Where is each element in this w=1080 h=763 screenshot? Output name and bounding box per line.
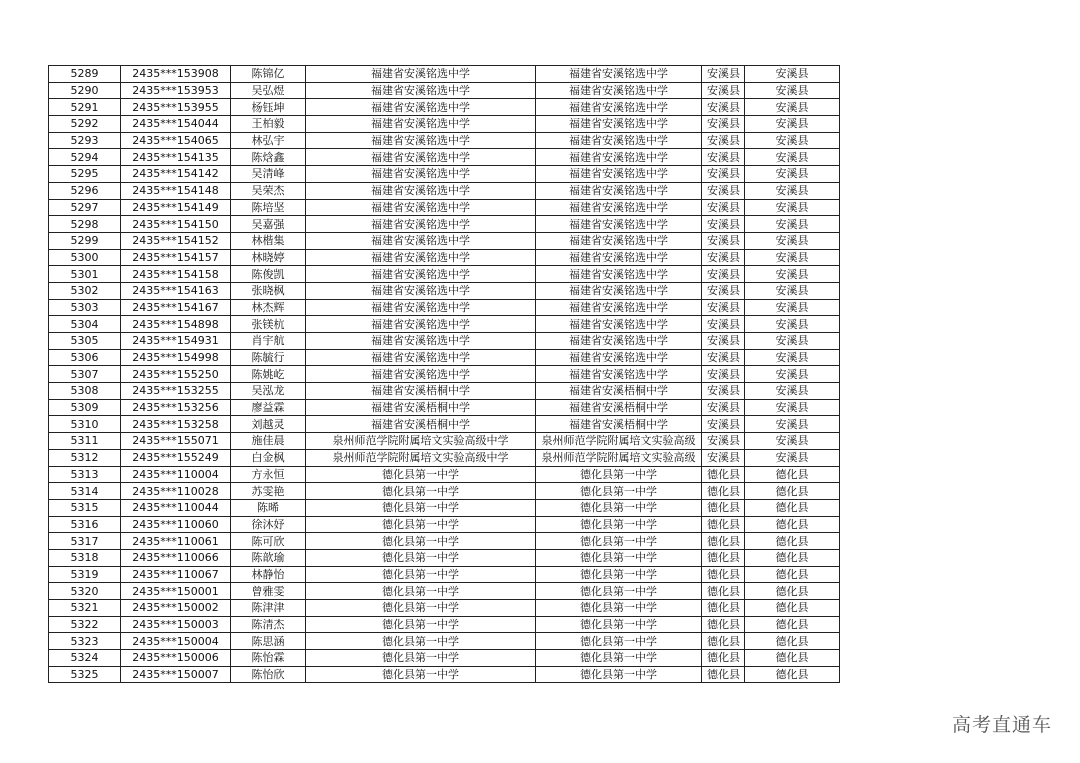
- cell-county-admitted: 安溪县: [745, 383, 840, 400]
- cell-county: 安溪县: [702, 416, 745, 433]
- cell-name: 王柏毅: [231, 116, 306, 133]
- table-row: [49, 266, 840, 283]
- cell-exam-id: 2435***110028: [121, 483, 231, 500]
- cell-county-admitted: 德化县: [745, 549, 840, 566]
- cell-school-admitted: 福建省安溪梧桐中学: [536, 416, 702, 433]
- cell-name: 施佳晨: [231, 433, 306, 450]
- cell-name: 陈毓行: [231, 349, 306, 366]
- cell-exam-id: 2435***154898: [121, 316, 231, 333]
- cell-name: 徐沐妤: [231, 516, 306, 533]
- cell-school-admitted: 德化县第一中学: [536, 600, 702, 617]
- cell-county-admitted: 德化县: [745, 666, 840, 683]
- cell-county: 安溪县: [702, 149, 745, 166]
- cell-school-admitted: 福建省安溪铭选中学: [536, 299, 702, 316]
- cell-county-admitted: 安溪县: [745, 149, 840, 166]
- cell-school-admitted: 德化县第一中学: [536, 583, 702, 600]
- cell-school: 福建省安溪铭选中学: [306, 132, 536, 149]
- cell-exam-id: 2435***110044: [121, 499, 231, 516]
- cell-school: 福建省安溪铭选中学: [306, 266, 536, 283]
- cell-number: 5315: [49, 499, 121, 516]
- cell-number: 5289: [49, 66, 121, 83]
- cell-number: 5295: [49, 166, 121, 183]
- cell-name: 张晓枫: [231, 282, 306, 299]
- cell-name: 陈培坚: [231, 199, 306, 216]
- cell-county: 安溪县: [702, 116, 745, 133]
- cell-exam-id: 2435***153255: [121, 383, 231, 400]
- cell-school-admitted: 福建省安溪铭选中学: [536, 149, 702, 166]
- cell-exam-id: 2435***154135: [121, 149, 231, 166]
- cell-school-admitted: 福建省安溪铭选中学: [536, 99, 702, 116]
- cell-number: 5293: [49, 132, 121, 149]
- cell-school-admitted: 德化县第一中学: [536, 566, 702, 583]
- table-row: [49, 299, 840, 316]
- cell-school: 福建省安溪铭选中学: [306, 249, 536, 266]
- cell-exam-id: 2435***154157: [121, 249, 231, 266]
- cell-exam-id: 2435***154158: [121, 266, 231, 283]
- table-row: [49, 600, 840, 617]
- cell-county: 安溪县: [702, 399, 745, 416]
- cell-county: 安溪县: [702, 349, 745, 366]
- cell-county: 德化县: [702, 533, 745, 550]
- cell-exam-id: 2435***110004: [121, 466, 231, 483]
- cell-school-admitted: 福建省安溪铭选中学: [536, 132, 702, 149]
- table-row: [49, 316, 840, 333]
- cell-exam-id: 2435***154149: [121, 199, 231, 216]
- table-row: [49, 416, 840, 433]
- cell-exam-id: 2435***154142: [121, 166, 231, 183]
- table-row: [49, 499, 840, 516]
- cell-county-admitted: 德化县: [745, 516, 840, 533]
- cell-exam-id: 2435***153953: [121, 82, 231, 99]
- cell-name: 廖益霖: [231, 399, 306, 416]
- table-row: [49, 666, 840, 683]
- cell-name: 陈怡欣: [231, 666, 306, 683]
- cell-school-admitted: 泉州师范学院附属培文实验高级: [536, 449, 702, 466]
- cell-name: 陈姚屹: [231, 366, 306, 383]
- table-row: [49, 232, 840, 249]
- cell-school: 福建省安溪铭选中学: [306, 199, 536, 216]
- cell-name: 陈歆瑜: [231, 549, 306, 566]
- table-row: [49, 433, 840, 450]
- cell-school: 福建省安溪铭选中学: [306, 232, 536, 249]
- cell-number: 5299: [49, 232, 121, 249]
- cell-number: 5313: [49, 466, 121, 483]
- cell-name: 吴清峰: [231, 166, 306, 183]
- cell-county-admitted: 安溪县: [745, 199, 840, 216]
- cell-name: 陈清杰: [231, 616, 306, 633]
- cell-school: 福建省安溪梧桐中学: [306, 383, 536, 400]
- cell-number: 5319: [49, 566, 121, 583]
- cell-school-admitted: 德化县第一中学: [536, 483, 702, 500]
- cell-school: 德化县第一中学: [306, 516, 536, 533]
- cell-county: 安溪县: [702, 366, 745, 383]
- cell-school-admitted: 德化县第一中学: [536, 616, 702, 633]
- cell-exam-id: 2435***110060: [121, 516, 231, 533]
- cell-school: 福建省安溪铭选中学: [306, 149, 536, 166]
- cell-school: 德化县第一中学: [306, 616, 536, 633]
- cell-school-admitted: 福建省安溪铭选中学: [536, 182, 702, 199]
- table-row: [49, 66, 840, 83]
- cell-county: 安溪县: [702, 333, 745, 350]
- cell-county-admitted: 安溪县: [745, 399, 840, 416]
- cell-school: 德化县第一中学: [306, 633, 536, 650]
- cell-county-admitted: 安溪县: [745, 116, 840, 133]
- cell-number: 5308: [49, 383, 121, 400]
- cell-exam-id: 2435***154152: [121, 232, 231, 249]
- table-row: [49, 483, 840, 500]
- cell-school-admitted: 福建省安溪梧桐中学: [536, 383, 702, 400]
- cell-number: 5320: [49, 583, 121, 600]
- cell-exam-id: 2435***150002: [121, 600, 231, 617]
- cell-number: 5323: [49, 633, 121, 650]
- cell-number: 5306: [49, 349, 121, 366]
- cell-number: 5316: [49, 516, 121, 533]
- table-row: [49, 533, 840, 550]
- cell-number: 5304: [49, 316, 121, 333]
- table-row: [49, 116, 840, 133]
- cell-name: 吴荣杰: [231, 182, 306, 199]
- table-row: [49, 616, 840, 633]
- cell-county: 安溪县: [702, 82, 745, 99]
- cell-county-admitted: 安溪县: [745, 132, 840, 149]
- table-row: [49, 449, 840, 466]
- cell-exam-id: 2435***154167: [121, 299, 231, 316]
- cell-school-admitted: 德化县第一中学: [536, 466, 702, 483]
- cell-school: 福建省安溪铭选中学: [306, 66, 536, 83]
- table-row: [49, 583, 840, 600]
- cell-school-admitted: 福建省安溪梧桐中学: [536, 399, 702, 416]
- cell-number: 5311: [49, 433, 121, 450]
- cell-name: 杨钰坤: [231, 99, 306, 116]
- cell-school: 福建省安溪铭选中学: [306, 316, 536, 333]
- cell-county-admitted: 安溪县: [745, 66, 840, 83]
- cell-county-admitted: 安溪县: [745, 366, 840, 383]
- cell-name: 张镁杭: [231, 316, 306, 333]
- cell-county-admitted: 安溪县: [745, 449, 840, 466]
- roster-body: [49, 66, 840, 683]
- table-row: [49, 633, 840, 650]
- table-row: [49, 466, 840, 483]
- table-row: [49, 99, 840, 116]
- cell-exam-id: 2435***150004: [121, 633, 231, 650]
- cell-school-admitted: 福建省安溪铭选中学: [536, 333, 702, 350]
- table-row: [49, 282, 840, 299]
- cell-name: 陈焓鑫: [231, 149, 306, 166]
- cell-county: 安溪县: [702, 132, 745, 149]
- cell-number: 5296: [49, 182, 121, 199]
- cell-exam-id: 2435***150003: [121, 616, 231, 633]
- cell-school-admitted: 德化县第一中学: [536, 516, 702, 533]
- table-row: [49, 199, 840, 216]
- cell-county: 安溪县: [702, 182, 745, 199]
- cell-number: 5310: [49, 416, 121, 433]
- cell-school-admitted: 德化县第一中学: [536, 499, 702, 516]
- cell-name: 苏雯艳: [231, 483, 306, 500]
- table-row: [49, 399, 840, 416]
- cell-name: 林晓婷: [231, 249, 306, 266]
- cell-county-admitted: 德化县: [745, 600, 840, 617]
- cell-county-admitted: 德化县: [745, 633, 840, 650]
- cell-exam-id: 2435***110066: [121, 549, 231, 566]
- cell-exam-id: 2435***153955: [121, 99, 231, 116]
- cell-county: 安溪县: [702, 166, 745, 183]
- cell-number: 5318: [49, 549, 121, 566]
- cell-exam-id: 2435***155250: [121, 366, 231, 383]
- cell-number: 5292: [49, 116, 121, 133]
- cell-name: 陈锦亿: [231, 66, 306, 83]
- cell-county-admitted: 安溪县: [745, 249, 840, 266]
- cell-school-admitted: 福建省安溪铭选中学: [536, 249, 702, 266]
- cell-name: 林静怡: [231, 566, 306, 583]
- cell-school: 德化县第一中学: [306, 533, 536, 550]
- cell-county-admitted: 安溪县: [745, 282, 840, 299]
- cell-school: 福建省安溪铭选中学: [306, 366, 536, 383]
- table-row: [49, 549, 840, 566]
- cell-school: 德化县第一中学: [306, 483, 536, 500]
- table-row: [49, 166, 840, 183]
- cell-school: 福建省安溪梧桐中学: [306, 416, 536, 433]
- cell-name: 白金枫: [231, 449, 306, 466]
- cell-number: 5324: [49, 650, 121, 667]
- cell-county: 安溪县: [702, 433, 745, 450]
- cell-county: 安溪县: [702, 66, 745, 83]
- cell-exam-id: 2435***155249: [121, 449, 231, 466]
- table-row: [49, 149, 840, 166]
- cell-county-admitted: 德化县: [745, 650, 840, 667]
- cell-name: 陈可欣: [231, 533, 306, 550]
- cell-exam-id: 2435***155071: [121, 433, 231, 450]
- cell-county: 德化县: [702, 566, 745, 583]
- cell-exam-id: 2435***153258: [121, 416, 231, 433]
- cell-number: 5291: [49, 99, 121, 116]
- table-row: [49, 383, 840, 400]
- cell-county: 安溪县: [702, 383, 745, 400]
- cell-exam-id: 2435***154044: [121, 116, 231, 133]
- cell-county: 德化县: [702, 516, 745, 533]
- cell-county: 安溪县: [702, 282, 745, 299]
- cell-school: 福建省安溪铭选中学: [306, 182, 536, 199]
- cell-county: 德化县: [702, 666, 745, 683]
- cell-name: 陈思涵: [231, 633, 306, 650]
- cell-county: 安溪县: [702, 449, 745, 466]
- cell-number: 5294: [49, 149, 121, 166]
- cell-county-admitted: 德化县: [745, 483, 840, 500]
- cell-name: 林杰辉: [231, 299, 306, 316]
- cell-name: 陈晞: [231, 499, 306, 516]
- cell-exam-id: 2435***154065: [121, 132, 231, 149]
- cell-county-admitted: 德化县: [745, 466, 840, 483]
- cell-county-admitted: 安溪县: [745, 99, 840, 116]
- cell-school: 福建省安溪铭选中学: [306, 99, 536, 116]
- cell-county: 德化县: [702, 616, 745, 633]
- cell-county: 德化县: [702, 466, 745, 483]
- cell-exam-id: 2435***110067: [121, 566, 231, 583]
- cell-school-admitted: 德化县第一中学: [536, 666, 702, 683]
- cell-school-admitted: 德化县第一中学: [536, 549, 702, 566]
- cell-school-admitted: 福建省安溪铭选中学: [536, 266, 702, 283]
- cell-county: 德化县: [702, 583, 745, 600]
- cell-school: 福建省安溪铭选中学: [306, 216, 536, 233]
- cell-county-admitted: 德化县: [745, 499, 840, 516]
- cell-county-admitted: 安溪县: [745, 433, 840, 450]
- cell-school-admitted: 德化县第一中学: [536, 533, 702, 550]
- cell-county-admitted: 安溪县: [745, 232, 840, 249]
- table-row: [49, 349, 840, 366]
- cell-number: 5322: [49, 616, 121, 633]
- cell-school: 德化县第一中学: [306, 566, 536, 583]
- cell-school: 福建省安溪铭选中学: [306, 282, 536, 299]
- cell-name: 吴弘煜: [231, 82, 306, 99]
- cell-school-admitted: 泉州师范学院附属培文实验高级: [536, 433, 702, 450]
- cell-school: 福建省安溪铭选中学: [306, 82, 536, 99]
- cell-county-admitted: 安溪县: [745, 333, 840, 350]
- cell-county-admitted: 德化县: [745, 566, 840, 583]
- cell-school: 德化县第一中学: [306, 499, 536, 516]
- cell-county-admitted: 安溪县: [745, 216, 840, 233]
- cell-number: 5303: [49, 299, 121, 316]
- cell-school-admitted: 德化县第一中学: [536, 633, 702, 650]
- cell-county: 德化县: [702, 600, 745, 617]
- cell-county: 安溪县: [702, 299, 745, 316]
- cell-number: 5302: [49, 282, 121, 299]
- cell-name: 方永恒: [231, 466, 306, 483]
- watermark-text: 高考直通车: [951, 714, 1052, 736]
- cell-exam-id: 2435***150007: [121, 666, 231, 683]
- roster-table: [48, 65, 840, 683]
- cell-school-admitted: 福建省安溪铭选中学: [536, 349, 702, 366]
- cell-county: 安溪县: [702, 216, 745, 233]
- cell-county: 安溪县: [702, 199, 745, 216]
- cell-county-admitted: 安溪县: [745, 166, 840, 183]
- cell-county-admitted: 德化县: [745, 583, 840, 600]
- cell-number: 5305: [49, 333, 121, 350]
- cell-county-admitted: 安溪县: [745, 266, 840, 283]
- cell-number: 5301: [49, 266, 121, 283]
- cell-school-admitted: 福建省安溪铭选中学: [536, 232, 702, 249]
- cell-name: 陈俊凯: [231, 266, 306, 283]
- cell-county: 安溪县: [702, 266, 745, 283]
- cell-school: 福建省安溪铭选中学: [306, 166, 536, 183]
- cell-name: 吴嘉强: [231, 216, 306, 233]
- cell-county-admitted: 安溪县: [745, 316, 840, 333]
- cell-school-admitted: 福建省安溪铭选中学: [536, 199, 702, 216]
- cell-name: 曾雅雯: [231, 583, 306, 600]
- table-row: [49, 516, 840, 533]
- cell-number: 5325: [49, 666, 121, 683]
- cell-school: 德化县第一中学: [306, 466, 536, 483]
- table-row: [49, 650, 840, 667]
- cell-school: 福建省安溪铭选中学: [306, 299, 536, 316]
- cell-county-admitted: 安溪县: [745, 349, 840, 366]
- cell-school-admitted: 德化县第一中学: [536, 650, 702, 667]
- cell-number: 5290: [49, 82, 121, 99]
- cell-name: 陈怡霖: [231, 650, 306, 667]
- cell-school: 德化县第一中学: [306, 600, 536, 617]
- cell-school: 福建省安溪铭选中学: [306, 116, 536, 133]
- cell-school: 德化县第一中学: [306, 666, 536, 683]
- table-row: [49, 566, 840, 583]
- cell-name: 陈津津: [231, 600, 306, 617]
- cell-county-admitted: 德化县: [745, 616, 840, 633]
- cell-exam-id: 2435***154148: [121, 182, 231, 199]
- cell-county: 德化县: [702, 549, 745, 566]
- cell-name: 林楷集: [231, 232, 306, 249]
- cell-school: 福建省安溪铭选中学: [306, 333, 536, 350]
- cell-number: 5314: [49, 483, 121, 500]
- cell-number: 5309: [49, 399, 121, 416]
- cell-school: 福建省安溪梧桐中学: [306, 399, 536, 416]
- cell-county-admitted: 安溪县: [745, 182, 840, 199]
- cell-school-admitted: 福建省安溪铭选中学: [536, 166, 702, 183]
- cell-exam-id: 2435***153256: [121, 399, 231, 416]
- cell-name: 林弘宇: [231, 132, 306, 149]
- cell-exam-id: 2435***154163: [121, 282, 231, 299]
- cell-school: 德化县第一中学: [306, 583, 536, 600]
- cell-county: 安溪县: [702, 316, 745, 333]
- cell-number: 5300: [49, 249, 121, 266]
- cell-name: 肖宇航: [231, 333, 306, 350]
- cell-county-admitted: 安溪县: [745, 416, 840, 433]
- cell-exam-id: 2435***150001: [121, 583, 231, 600]
- cell-school: 泉州师范学院附属培文实验高级中学: [306, 433, 536, 450]
- cell-school: 福建省安溪铭选中学: [306, 349, 536, 366]
- table-row: [49, 132, 840, 149]
- cell-school: 泉州师范学院附属培文实验高级中学: [306, 449, 536, 466]
- cell-county-admitted: 安溪县: [745, 82, 840, 99]
- table-row: [49, 182, 840, 199]
- cell-county: 安溪县: [702, 232, 745, 249]
- cell-county: 德化县: [702, 499, 745, 516]
- cell-school-admitted: 福建省安溪铭选中学: [536, 316, 702, 333]
- cell-school-admitted: 福建省安溪铭选中学: [536, 66, 702, 83]
- cell-name: 吴泓龙: [231, 383, 306, 400]
- cell-school: 德化县第一中学: [306, 549, 536, 566]
- cell-number: 5312: [49, 449, 121, 466]
- cell-exam-id: 2435***154150: [121, 216, 231, 233]
- cell-number: 5321: [49, 600, 121, 617]
- cell-exam-id: 2435***153908: [121, 66, 231, 83]
- cell-exam-id: 2435***150006: [121, 650, 231, 667]
- cell-number: 5297: [49, 199, 121, 216]
- cell-county: 安溪县: [702, 99, 745, 116]
- cell-school-admitted: 福建省安溪铭选中学: [536, 82, 702, 99]
- table-row: [49, 82, 840, 99]
- cell-number: 5317: [49, 533, 121, 550]
- table-row: [49, 333, 840, 350]
- cell-number: 5307: [49, 366, 121, 383]
- cell-county: 德化县: [702, 650, 745, 667]
- cell-school-admitted: 福建省安溪铭选中学: [536, 282, 702, 299]
- cell-school-admitted: 福建省安溪铭选中学: [536, 366, 702, 383]
- cell-county-admitted: 安溪县: [745, 299, 840, 316]
- table-row: [49, 216, 840, 233]
- cell-school: 德化县第一中学: [306, 650, 536, 667]
- cell-county: 安溪县: [702, 249, 745, 266]
- cell-county-admitted: 德化县: [745, 533, 840, 550]
- table-row: [49, 249, 840, 266]
- cell-school-admitted: 福建省安溪铭选中学: [536, 216, 702, 233]
- table-row: [49, 366, 840, 383]
- cell-school-admitted: 福建省安溪铭选中学: [536, 116, 702, 133]
- cell-county: 德化县: [702, 633, 745, 650]
- cell-exam-id: 2435***154931: [121, 333, 231, 350]
- cell-name: 刘越灵: [231, 416, 306, 433]
- cell-exam-id: 2435***110061: [121, 533, 231, 550]
- cell-county: 德化县: [702, 483, 745, 500]
- cell-exam-id: 2435***154998: [121, 349, 231, 366]
- cell-number: 5298: [49, 216, 121, 233]
